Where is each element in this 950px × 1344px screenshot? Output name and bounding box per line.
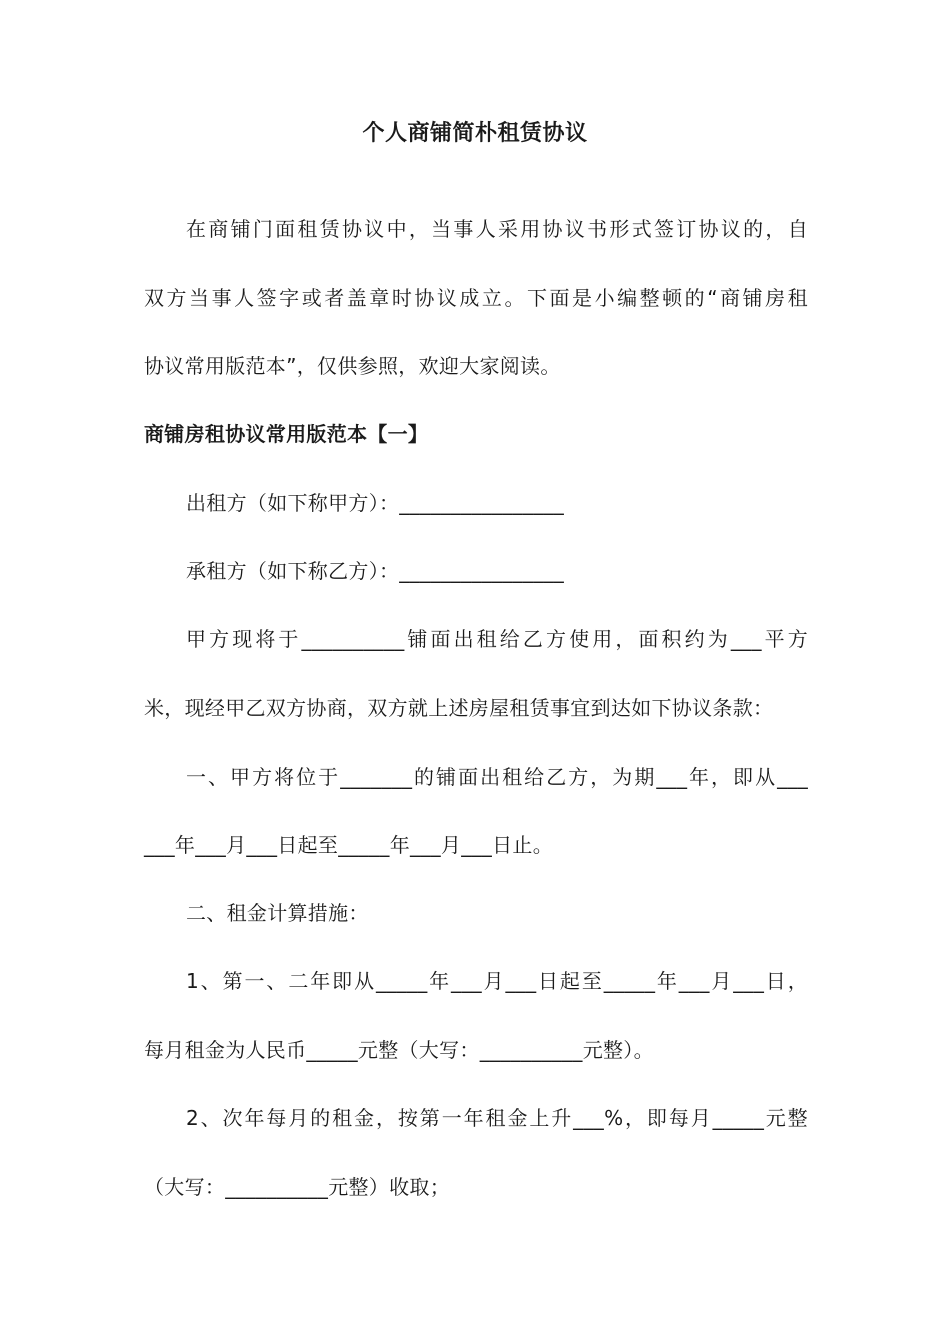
item-1-line-2: 每月租金为人民币_____元整（大写：__________元整）。 — [144, 1038, 654, 1062]
item-2-line-1: 2、次年每月的租金，按第一年租金上升___%，即每月_____元整 — [186, 1106, 808, 1130]
intro-line-2: 双方当事人签字或者盖章时协议成立。下面是小编整顿的“商铺房租 — [144, 286, 808, 310]
intro-line-1: 在商铺门面租赁协议中，当事人采用协议书形式签订协议的，自 — [186, 217, 808, 241]
document-title: 个人商铺简朴租赁协议 — [362, 121, 588, 146]
clause-1-line-1: 一、甲方将位于_______的铺面出租给乙方，为期___年，即从___ — [186, 765, 808, 789]
intro-line-3: 协议常用版范本”，仅供参照，欢迎大家阅读。 — [144, 354, 561, 378]
lease-paragraph-line-2: 米，现经甲乙双方协商，双方就上述房屋租赁事宜到达如下协议条款： — [144, 696, 774, 720]
item-1-line-1: 1、第一、二年即从_____年___月___日起至_____年___月___日， — [186, 969, 808, 993]
item-2-line-2: （大写：__________元整）收取； — [144, 1175, 450, 1199]
clause-1-line-2: ___年___月___日起至_____年___月___日止。 — [144, 833, 553, 857]
clause-2-heading: 二、租金计算措施： — [186, 901, 369, 925]
lessor-line: 出租方（如下称甲方）：________________ — [186, 491, 565, 515]
lessee-line: 承租方（如下称乙方）：________________ — [186, 559, 565, 583]
section-heading: 商铺房租协议常用版范本【一】 — [144, 422, 429, 446]
lease-paragraph-line-1: 甲方现将于__________铺面出租给乙方使用，面积约为___平方 — [186, 627, 808, 651]
